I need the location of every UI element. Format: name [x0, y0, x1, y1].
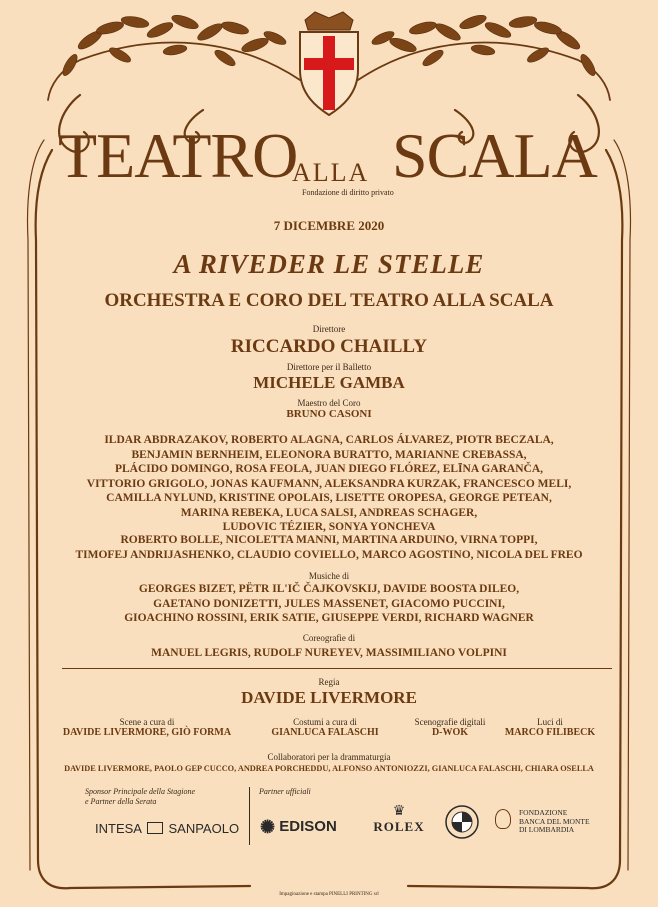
collaboratori-list: DAVIDE LIVERMORE, PAOLO GEP CUCCO, ANDREA PORCHEDDU, ALFONSO ANTONIOZZI, GIANLUCA FALASCHI, CHIARA OSELLA — [64, 764, 594, 773]
list-item: ROBERTO BOLLE, NICOLETTA MANNI, MARTINA ARDUINO, VIRNA TOPPI, — [120, 534, 538, 546]
bmw-logo-icon — [445, 805, 479, 839]
title-teatro: TEATRO — [58, 120, 298, 191]
fondazione-emblem-icon — [495, 809, 511, 829]
list-item: TIMOFEJ ANDRIJASHENKO, CLAUDIO COVIELLO, MARCO AGOSTINO, NICOLA DEL FREO — [75, 548, 583, 561]
list-item: BENJAMIN BERNHEIM, ELEONORA BURATTO, MARIANNE CREBASSA, — [131, 448, 527, 461]
partner-label: Partner ufficiali — [259, 787, 311, 796]
list-item: LUDOVIC TÉZIER, SONYA YONCHEVA — [222, 521, 436, 533]
balletto-name: MICHELE GAMBA — [253, 373, 405, 392]
direttore-role: Direttore — [312, 324, 346, 334]
rolex-logo: ♛ ROLEX — [369, 805, 429, 835]
credit-scene: Scene a cura di DAVIDE LIVERMORE, GIÒ FORMA — [62, 717, 232, 738]
regia-role: Regia — [318, 677, 340, 687]
credit-scenografie: Scenografie digitali D-WOK — [414, 717, 486, 738]
ensemble-name: ORCHESTRA E CORO DEL TEATRO ALLA SCALA — [104, 290, 554, 311]
singers-list — [0, 433, 658, 535]
list-item: MARINA REBEKA, LUCA SALSI, ANDREAS SCHAGER, — [180, 506, 478, 519]
event-date: 7 DICEMBRE 2020 — [273, 218, 385, 233]
sponsor-divider — [249, 787, 250, 845]
printer-note: Impaginazione e stampa PINELLI PRINTING srl — [279, 892, 379, 897]
event-title: A RIVEDER LE STELLE — [173, 249, 485, 279]
edison-logo: ✺ EDISON — [260, 817, 337, 837]
collaboratori-role: Collaboratori per la drammaturgia — [267, 752, 391, 762]
balletto-role: Direttore per il Balletto — [286, 362, 372, 372]
credit-costumi: Costumi a cura di GIANLUCA FALASCHI — [271, 717, 379, 738]
regia-name: DAVIDE LIVERMORE — [241, 688, 417, 707]
sponsors-section — [85, 787, 625, 847]
coreografie-role: Coreografie di — [302, 633, 356, 643]
intesa-sanpaolo-logo: INTESA SANPAOLO — [95, 821, 240, 836]
crown-icon: ♛ — [392, 804, 406, 819]
sponsor-label: Sponsor Principale della Stagione e Partner della Serata — [85, 787, 195, 806]
theatre-title — [0, 112, 658, 212]
list-item: VITTORIO GRIGOLO, JONAS KAUFMANN, ALEKSANDRA KURZAK, FRANCESCO MELI, — [86, 477, 572, 490]
dancers-list — [0, 533, 658, 562]
choreographers-list: MANUEL LEGRIS, RUDOLF NUREYEV, MASSIMILIANO VOLPINI — [151, 647, 507, 659]
crest-icon — [300, 12, 358, 115]
intesa-emblem-icon — [147, 822, 163, 834]
title-scala: SCALA — [392, 120, 597, 191]
musiche-role: Musiche di — [308, 571, 350, 581]
coro-role: Maestro del Coro — [297, 398, 361, 408]
fondazione-banca-logo: FONDAZIONE BANCA DEL MONTE DI LOMBARDIA — [495, 809, 590, 837]
credit-luci: Luci di MARCO FILIBECK — [504, 717, 596, 738]
direttore-name: RICCARDO CHAILLY — [230, 336, 428, 357]
list-item: CAMILLA NYLUND, KRISTINE OPOLAIS, LISETTE OROPESA, GEORGE PETEAN, — [106, 492, 552, 504]
list-item: PLÁCIDO DOMINGO, ROSA FEOLA, JUAN DIEGO FLÓREZ, ELĪNA GARANČA, — [114, 463, 544, 475]
list-item: GAETANO DONIZETTI, JULES MASSENET, GIACOMO PUCCINI, — [153, 597, 505, 610]
list-item: GEORGES BIZET, PËTR IL'IČ ČAJKOVSKIJ, DAVIDE BOOSTA DILEO, — [138, 583, 520, 595]
edison-icon: ✺ — [260, 817, 276, 837]
fondazione-note: Fondazione di diritto privato — [302, 188, 394, 197]
composers-list — [0, 582, 658, 626]
divider — [62, 668, 612, 669]
title-alla: ALLA — [292, 158, 370, 187]
coro-name: BRUNO CASONI — [286, 408, 372, 420]
list-item: ILDAR ABDRAZAKOV, ROBERTO ALAGNA, CARLOS ÁLVAREZ, PIOTR BECZALA, — [104, 434, 554, 446]
list-item: GIOACHINO ROSSINI, ERIK SATIE, GIUSEPPE VERDI, RICHARD WAGNER — [124, 612, 534, 624]
